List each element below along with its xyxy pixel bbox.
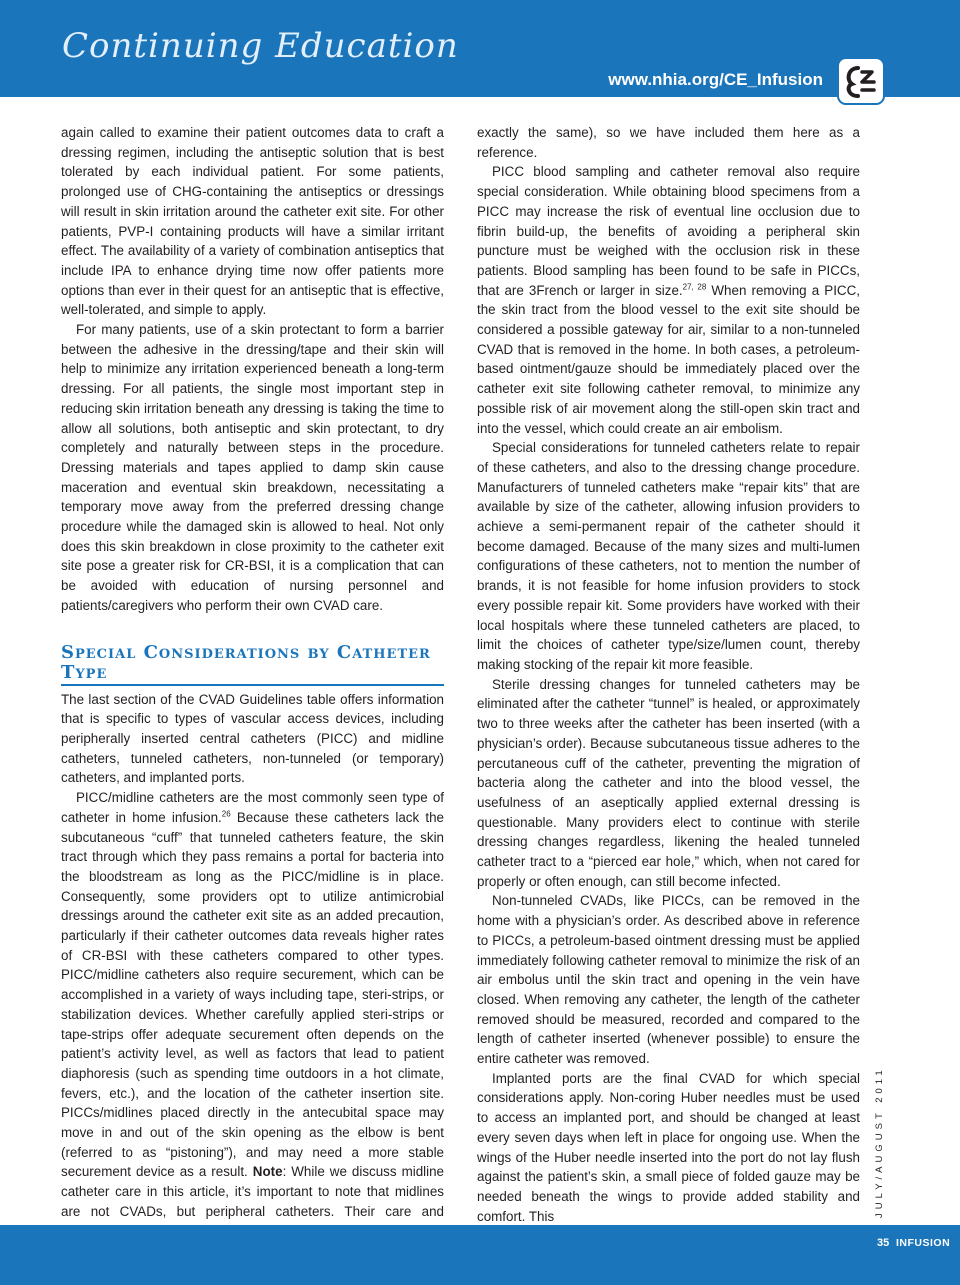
reference-superscript: 26 xyxy=(221,809,231,819)
paragraph: Sterile dressing changes for tunneled catheters may be eliminated after the catheter “tunnel” is healed, or approximately two to three weeks after the catheter has been inserted (with a physician’s order). Because subcutaneous tissue adheres to the percutaneous cuff of the catheter, preventing the migration of bacteria along the catheter and into the blood vessel, the usefulness of an aseptically applied external dressing is questionable. Many providers elect to continue with sterile dressing changes regardless, likening the healed tunneled catheter tract to a “pierced ear hole,” which, when not cared for properly or often enough, can still become infected. xyxy=(477,676,860,889)
paragraph xyxy=(477,162,860,438)
paragraph: Special considerations for tunneled catheters relate to repair of these catheters, and also to the dressing change procedure. Manufacturers of tunneled catheters make “repair kits” that are available by size of the catheter, allowing infusion providers to achieve a semi-permanent repair of the catheter should it become damaged. Because of the many sizes and multi-lumen configurations of these catheters, not to mention the number of brands, it is not feasible for home infusion providers to stock every possible repair kit. Some providers have worked with their local hospitals where these tunneled catheters are placed, to limit the choices of catheter type/size/lumen count, thereby making stocking of the repair kit more feasible. xyxy=(477,440,860,672)
section-heading: Special Considerations by Catheter Type xyxy=(61,643,444,686)
paragraph-text: : While we discuss midline catheter care in this article, it’s important to note that midlines are not CVADs, but peripheral catheters. Their care and xyxy=(61,1164,445,1219)
paragraph-text: PICC blood sampling and catheter removal also require special consideration. While obtaining blood specimens from a PICC may increase the risk of eventual line occlusion due to fibrin build-up, the benefits of avoiding a peripheral skin puncture must be weighed with the occlusion risk in these patients. Blood sampling has been found to be safe in PICCs, that are 3French or larger in size. xyxy=(477,164,860,298)
right-column xyxy=(477,123,860,1226)
website-url[interactable]: www.nhia.org/CE_Infusion xyxy=(608,70,823,89)
magazine-brand: INFUSION xyxy=(896,1237,951,1249)
note-label: Note xyxy=(252,1164,283,1180)
paragraph: The last section of the CVAD Guidelines table offers information that is specific to types of vascular access devices, including peripherally inserted central catheters (PICC) and midline catheters, tunneled catheters, non-tunneled (or temporary) catheters, and implanted ports. xyxy=(61,691,444,786)
paragraph: again called to examine their patient outcomes data to craft a dressing regimen, including the antiseptic solution that is best tolerated by each individual patient. For some patients, prolonged use of CHG-containing the antiseptics or dressings will result in skin irritation around the catheter exit site. For other patients, PVP-I containing products will have a similar irritant effect. The availability of a variety of combination antiseptics that include IPA to enhance drying time now offer patients more options than ever in their quest for an antiseptic that is effective, well-tolerated, and simple to apply. xyxy=(61,125,444,318)
paragraph xyxy=(61,788,444,1241)
paragraph: For many patients, use of a skin protectant to form a barrier between the adhesive in the dressing/tape and their skin will help to minimize any irritation experienced beneath a long-term dressing. For all patients, the single most important step in reducing skin irritation beneath any dressing is taking the time to allow all solutions, both antiseptic and skin protectant, to dry completely and naturally between steps in the procedure. Dressing materials and tapes applied to damp skin cause maceration and eventual skin breakdown, necessitating a temporary move away from the preferred dressing change procedure while the damaged skin is allowed to heal. Not only does this skin breakdown in close proximity to the catheter exit site pose a greater risk for CR-BSI, it is a complication that can be avoided with education of nursing personnel and patients/caregivers who perform their own CVAD care. xyxy=(61,322,444,613)
footer-bar xyxy=(0,1225,960,1285)
paragraph-text: When removing a PICC, the skin tract from the blood vessel to the exit site should be considered a possible gateway for air, similar to a non-tunneled CVAD that is removed in the home. In both cases, a petroleum-based ointment/gauze should be immediately placed over the catheter exit site following catheter removal, to minimize any possible risk of air movement along the still-open skin tract and into the vessel, which could create an air embolism. xyxy=(477,282,860,436)
paragraph: Implanted ports are the final CVAD for which special considerations apply. Non-coring Huber needles must be used to access an implanted port, and should be changed at least every seven days when left in place for ongoing use. When the wings of the Huber needle inserted into the port do not lay flush against the patient’s skin, a small piece of folded gauze may be needed beneath the wings to provide added stability and comfort. This xyxy=(477,1070,860,1224)
header-bar xyxy=(0,0,960,97)
paragraph: exactly the same), so we have included them here as a reference. xyxy=(477,125,860,160)
paragraph-text: Because these catheters lack the subcutaneous “cuff” that tunneled catheters feature, the skin tract through which they pass remains a portal for bacteria into the bloodstream as long as the PICC/midline is in place. Consequently, some providers opt to utilize antimicrobial dressings around the catheter exit site as an added precaution, particularly if their catheter outcomes data reveals higher rates of CR-BSI with these catheters compared to other types. PICC/midline catheters also require securement, which can be accomplished in a variety of ways including tape, steri-strips, or stabilization devices. Whether carefully applied steri-strips or tape-strips offer adequate securement often depends on the patient’s activity level, as well as factors that lead to patient diaphoresis (such as spending time outdoors in a hot climate, fevers, etc.), and the location of the catheter insertion site. PICCs/midlines placed directly in the antecubital space may move in and out of the skin opening as the elbow is bent (referred to as “pistoning”), and may need a more stable securement device as a result. xyxy=(61,809,445,1180)
paragraph: Non-tunneled CVADs, like PICCs, can be removed in the home with a physician’s order. As described above in reference to PICCs, a petroleum-based ointment dressing must be applied immediately following catheter removal to minimize the risk of an air embolus until the skin tract and opening in the vein have closed. When removing any catheter, the length of the catheter removed should be measured, recorded and compared to the length of catheter inserted (whenever possible) to ensure the entire catheter was removed. xyxy=(477,893,860,1067)
ce-logo-icon xyxy=(836,56,886,106)
page-number: 35 xyxy=(877,1237,890,1249)
reference-superscript: 27, 28 xyxy=(682,282,707,292)
paragraph-text: PICC/midline catheters are the most commonly seen type of catheter in home infusion. xyxy=(61,790,444,825)
left-column xyxy=(61,123,444,1241)
issue-date: JULY/AUGUST 2011 xyxy=(874,1066,885,1218)
section-title: Continuing Education xyxy=(62,26,459,66)
